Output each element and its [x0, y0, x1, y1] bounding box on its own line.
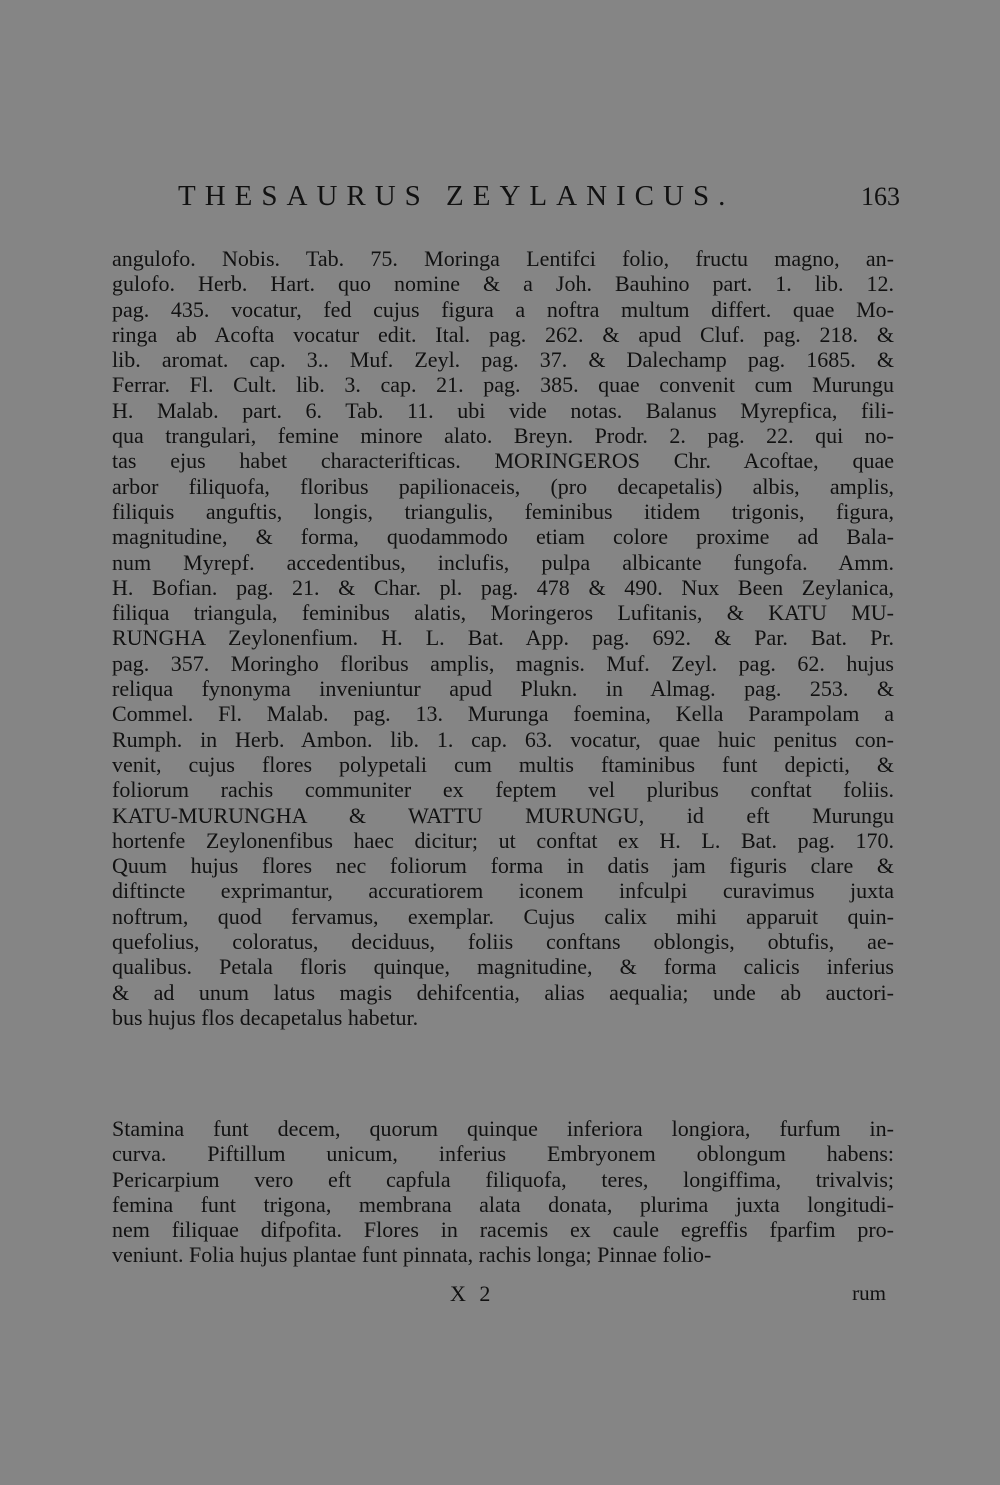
text-line: tas ejus habet characterifticas. MORINGEROS Chr. Acoftae, quae: [112, 448, 894, 474]
catchword: rum: [852, 1281, 886, 1305]
text-line: venit, cujus flores polypetali cum multis ftaminibus funt depicti, &: [112, 751, 894, 777]
text-line: lib. aromat. cap. 3.. Muf. Zeyl. pag. 37. & Dalechamp pag. 1685. &: [112, 347, 894, 373]
running-head: [178, 180, 900, 220]
text-line: Ferrar. Fl. Cult. lib. 3. cap. 21. pag. 385. quae convenit cum Murungu: [112, 372, 894, 398]
text-line: Rumph. in Herb. Ambon. lib. 1. cap. 63. vocatur, quae huic penitus con-: [112, 726, 894, 752]
text-line: curva. Piftillum unicum, inferius Embryonem oblongum habens:: [112, 1141, 894, 1167]
text-line: noftrum, quod fervamus, exemplar. Cujus calix mihi apparuit quin-: [112, 903, 894, 929]
text-line: veniunt. Folia hujus plantae funt pinnata, rachis longa; Pinnae folio-: [112, 1242, 712, 1268]
text-line: KATU-MURUNGHA & WATTU MURUNGU, id eft Murungu: [112, 802, 894, 828]
text-line: magnitudine, & forma, quodammodo etiam colore proxime ad Bala-: [112, 524, 894, 550]
signature-mark: X 2: [450, 1281, 495, 1306]
text-line: Pericarpium vero eft capfula filiquofa, teres, longiffima, trivalvis;: [112, 1166, 894, 1192]
text-line: & ad unum latus magis dehifcentia, alias aequalia; unde ab auctori-: [112, 979, 894, 1005]
text-line: filiqua triangula, feminibus alatis, Moringeros Lufitanis, & KATU MU-: [112, 600, 894, 626]
text-line: arbor filiquofa, floribus papilionaceis, (pro decapetalis) albis, amplis,: [112, 473, 894, 499]
running-title: THESAURUS ZEYLANICUS.: [178, 180, 735, 212]
text-line: ringa ab Acofta vocatur edit. Ital. pag. 262. & apud Cluf. pag. 218. &: [112, 321, 894, 347]
text-line: pag. 357. Moringho floribus amplis, magnis. Muf. Zeyl. pag. 62. hujus: [112, 650, 894, 676]
text-line: num Myrepf. accedentibus, inclufis, pulpa albicante fungofa. Amm.: [112, 549, 894, 575]
text-line: H. Malab. part. 6. Tab. 11. ubi vide notas. Balanus Myrepfica, fili-: [112, 397, 894, 423]
text-line: qualibus. Petala floris quinque, magnitudine, & forma calicis inferius: [112, 954, 894, 980]
text-line: reliqua fynonyma inveniuntur apud Plukn. in Almag. pag. 253. &: [112, 676, 894, 702]
page-number: 163: [861, 182, 900, 211]
text-line: foliorum rachis communiter ex feptem vel pluribus conftat foliis.: [112, 777, 894, 803]
text-line: filiquis anguftis, longis, triangulis, feminibus itidem trigonis, figura,: [112, 498, 894, 524]
text-line: RUNGHA Zeylonenfium. H. L. Bat. App. pag. 692. & Par. Bat. Pr.: [112, 625, 894, 651]
text-line: qua trangulari, femine minore alato. Breyn. Prodr. 2. pag. 22. qui no-: [112, 423, 894, 449]
text-line: angulofo. Nobis. Tab. 75. Moringa Lentifci folio, fructu magno, an-: [112, 246, 894, 271]
text-line: Commel. Fl. Malab. pag. 13. Murunga foemina, Kella Parampolam a: [112, 701, 894, 727]
text-line: pag. 435. vocatur, fed cujus figura a noftra multum differt. quae Mo-: [112, 296, 894, 322]
text-line: quefolius, coloratus, deciduus, foliis conftans oblongis, obtufis, ae-: [112, 929, 894, 955]
text-line: nem filiquae difpofita. Flores in racemis ex caule egreffis fparfim pro-: [112, 1217, 894, 1243]
text-line: bus hujus flos decapetalus habetur.: [112, 1004, 419, 1030]
text-line: gulofo. Herb. Hart. quo nomine & a Joh. Bauhino part. 1. lib. 12.: [112, 271, 894, 297]
text-line: Quum hujus flores nec foliorum forma in datis jam figuris clare &: [112, 853, 894, 879]
paragraph-2: [112, 1116, 894, 1268]
text-line: femina funt trigona, membrana alata donata, plurima juxta longitudi-: [112, 1191, 894, 1217]
text-line: Stamina funt decem, quorum quinque inferiora longiora, furfum in-: [112, 1116, 894, 1141]
text-line: H. Bofian. pag. 21. & Char. pl. pag. 478 & 490. Nux Been Zeylanica,: [112, 574, 894, 600]
paragraph-1: [112, 246, 894, 1030]
text-line: hortenfe Zeylonenfibus haec dicitur; ut conftat ex H. L. Bat. pag. 170.: [112, 827, 894, 853]
text-line: diftincte exprimantur, accuratiorem iconem infculpi curavimus juxta: [112, 878, 894, 904]
